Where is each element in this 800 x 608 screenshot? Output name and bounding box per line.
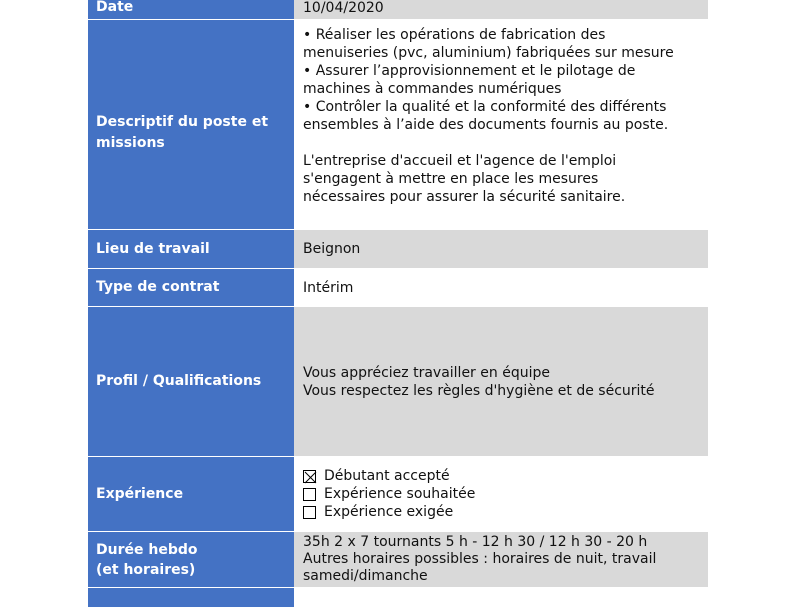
row-lieu xyxy=(88,230,708,269)
value-profil xyxy=(294,307,708,457)
descriptif-line: ensembles à l’aide des documents fournis au poste. xyxy=(303,117,669,133)
option-souhaitee xyxy=(303,485,702,503)
value-next xyxy=(294,588,708,608)
value-duree xyxy=(294,532,708,588)
checkbox-souhaitee[interactable] xyxy=(303,488,316,501)
label-duree-line1: Durée hebdo xyxy=(96,541,198,558)
job-offer-table xyxy=(88,0,708,608)
label-duree-line2: (et horaires) xyxy=(96,561,196,578)
row-contrat xyxy=(88,269,708,307)
option-label: Expérience exigée xyxy=(324,504,454,520)
label-lieu: Lieu de travail xyxy=(88,230,294,269)
value-experience xyxy=(294,457,708,532)
value-contrat xyxy=(294,269,708,307)
contrat-text: Intérim xyxy=(303,279,354,296)
label-profil: Profil / Qualifications xyxy=(88,307,294,457)
descriptif-line: • Contrôler la qualité et la conformité des différents xyxy=(303,99,667,115)
row-date xyxy=(88,0,708,20)
descriptif-line: machines à commandes numériques xyxy=(303,81,562,97)
duree-line: 35h 2 x 7 tournants 5 h - 12 h 30 / 12 h 30 - 20 h xyxy=(303,534,648,550)
label-experience: Expérience xyxy=(88,457,294,532)
row-next-partial xyxy=(88,588,708,608)
value-descriptif xyxy=(294,20,708,230)
value-date xyxy=(294,0,708,20)
descriptif-note-line: s'engagent à mettre en place les mesures xyxy=(303,171,599,187)
profil-line: Vous appréciez travailler en équipe xyxy=(303,364,550,381)
checkbox-debutant[interactable] xyxy=(303,470,316,483)
option-exigee xyxy=(303,503,702,521)
row-descriptif xyxy=(88,20,708,230)
value-lieu xyxy=(294,230,708,269)
label-next xyxy=(88,588,294,608)
option-label: Débutant accepté xyxy=(324,468,450,484)
label-duree xyxy=(88,532,294,588)
duree-line: samedi/dimanche xyxy=(303,568,428,584)
label-descriptif: Descriptif du poste et missions xyxy=(88,20,294,230)
row-duree xyxy=(88,532,708,588)
descriptif-line: • Assurer l’approvisionnement et le pilotage de xyxy=(303,63,636,79)
descriptif-note-line: nécessaires pour assurer la sécurité sanitaire. xyxy=(303,189,626,205)
label-contrat: Type de contrat xyxy=(88,269,294,307)
duree-line: Autres horaires possibles : horaires de nuit, travail xyxy=(303,551,657,567)
label-date: Date xyxy=(88,0,294,20)
descriptif-line: menuiseries (pvc, aluminium) fabriquées sur mesure xyxy=(303,45,674,61)
checked-icon xyxy=(304,471,317,484)
date-text: 10/04/2020 xyxy=(303,0,384,16)
row-experience xyxy=(88,457,708,532)
option-label: Expérience souhaitée xyxy=(324,486,476,502)
row-profil xyxy=(88,307,708,457)
lieu-text: Beignon xyxy=(303,241,361,257)
option-debutant xyxy=(303,467,702,485)
descriptif-line: • Réaliser les opérations de fabrication des xyxy=(303,27,606,43)
spacer xyxy=(303,134,702,152)
profil-line: Vous respectez les règles d'hygiène et de sécurité xyxy=(303,382,655,399)
descriptif-note-line: L'entreprise d'accueil et l'agence de l'emploi xyxy=(303,153,617,169)
checkbox-exigee[interactable] xyxy=(303,506,316,519)
